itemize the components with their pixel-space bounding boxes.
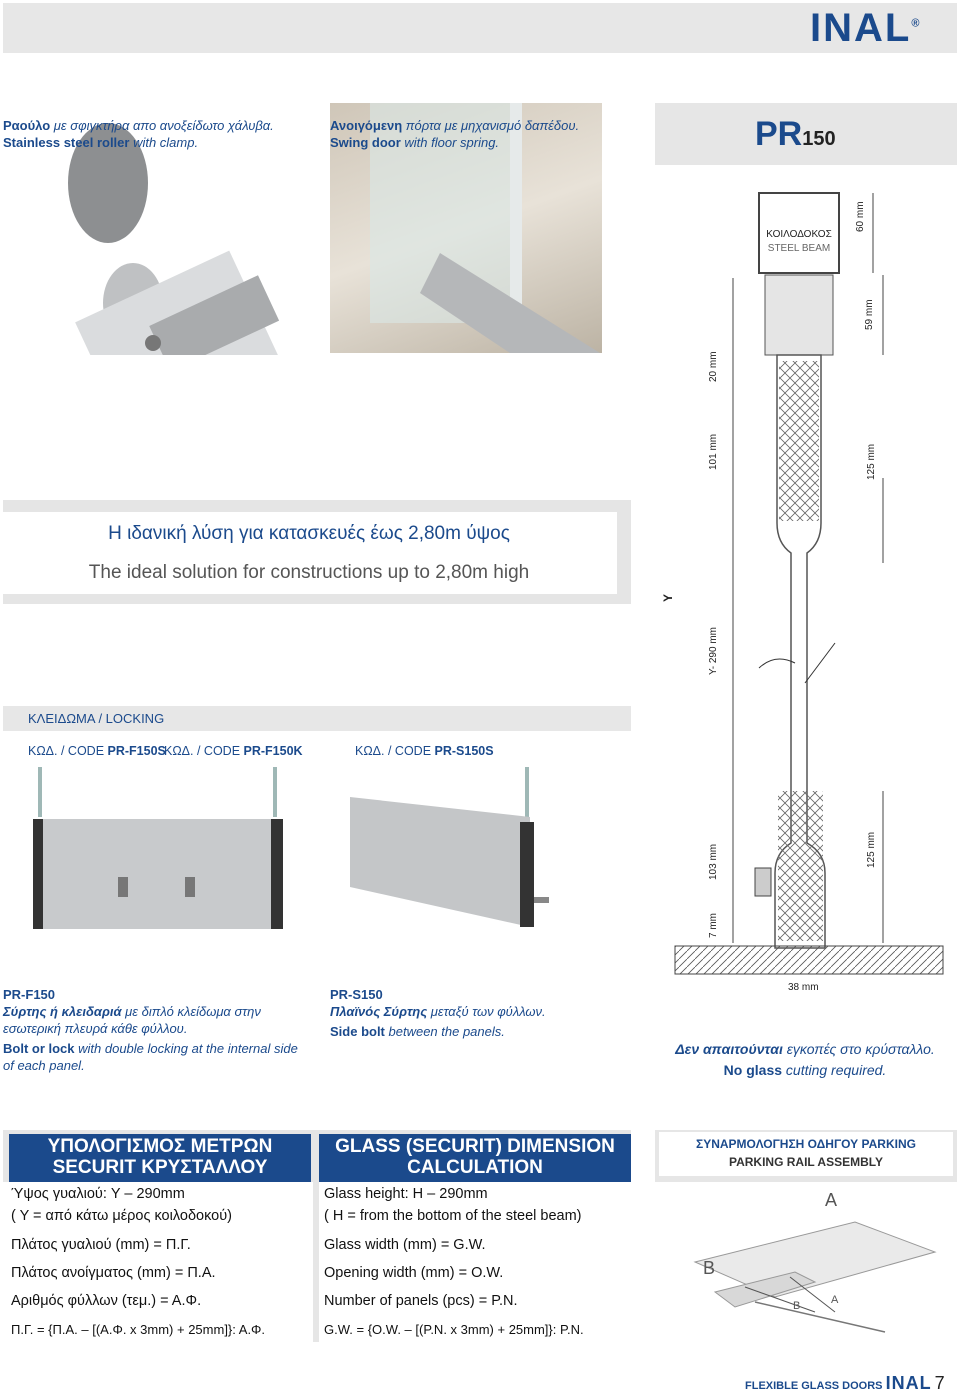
en-row-6: G.W. = {O.W. – [(P.N. x 3mm) + 25mm]}: P.N. (324, 1322, 584, 1337)
footer: FLEXIBLE GLASS DOORS INAL 7 (745, 1373, 945, 1393)
parking-label-a1: A (825, 1190, 838, 1210)
table-head-en: GLASS (SECURIT) DIMENSION CALCULATION (319, 1134, 631, 1184)
dim-y: Y (661, 593, 675, 602)
headline-box (3, 500, 631, 604)
parking-label-a2: A (831, 1294, 839, 1306)
en-row-5: Number of panels (pcs) = P.N. (324, 1293, 518, 1309)
dim-125a: 125 mm (866, 443, 877, 480)
headline-gr: Η ιδανική λύση για κατασκευές έως 2,80m ύψος (108, 523, 510, 544)
en-row-1: Glass height: H – 290mm (324, 1186, 488, 1202)
dim-101: 101 mm (708, 433, 719, 470)
gr-row-2: ( Y = από κάτω μέρος κοιλοδοκού) (11, 1208, 232, 1224)
gr-row-3: Πλάτος γυαλιού (mm) = Π.Γ. (11, 1237, 191, 1253)
dim-59: 59 mm (864, 299, 875, 330)
dim-103: 103 mm (708, 843, 719, 880)
footer-brand: INAL (885, 1373, 932, 1393)
code-2: ΚΩΔ. / CODE PR-F150K (164, 744, 303, 758)
dim-20: 20 mm (708, 351, 719, 382)
gr-row-5: Αριθμός φύλλων (τεμ.) = Α.Φ. (11, 1293, 202, 1309)
code-1: ΚΩΔ. / CODE PR-F150S (28, 744, 166, 758)
lock-photo-s150 (330, 767, 632, 972)
gr-row-6: Π.Γ. = {Π.Α. – [(Α.Φ. x 3mm) + 25mm]}: Α.Φ. (11, 1322, 266, 1337)
beam-label: ΚΟΙΛΟΔΟΚΟΣ STEEL BEAM (766, 229, 832, 254)
dim-y290: Y- 290 mm (708, 627, 719, 675)
product-code: PR150 (755, 115, 836, 153)
f150-caption: PR-F150 Σύρτης ή κλειδαριά με διπλό κλείδωμα στην εσωτερική πλευρά κάθε φύλλου. Bolt or lock with double locking at the internal side of each panel. (3, 987, 298, 1073)
gr-row-1: Ύψος γυαλιού: Y – 290mm (11, 1186, 185, 1202)
parking-label-b2: B (793, 1300, 801, 1312)
calc-table (3, 1130, 631, 1342)
parking-label-b1: B (703, 1258, 716, 1278)
code-3: ΚΩΔ. / CODE PR-S150S (355, 744, 494, 758)
table-head-gr: ΥΠΟΛΟΓΙΣΜΟΣ ΜΕΤΡΩΝ SECURIT ΚΡΥΣΤΑΛΛΟΥ (9, 1134, 311, 1184)
dim-38: 38 mm (788, 982, 819, 993)
headline-en: The ideal solution for constructions up to 2,80m high (88, 562, 530, 583)
gr-row-4: Πλάτος ανοίγματος (mm) = Π.Α. (11, 1265, 216, 1281)
lock-photo-f150 (3, 767, 315, 972)
dim-125b: 125 mm (866, 831, 877, 868)
parking-panel (655, 1130, 957, 1342)
en-row-4: Opening width (mm) = O.W. (324, 1265, 504, 1281)
noglass-caption: Δεν απαιτούνται εγκοπές στο κρύσταλλο. No glass cutting required. (675, 1041, 935, 1078)
locking-title: ΚΛΕΙΔΩΜΑ / LOCKING (28, 711, 165, 726)
dim-60: 60 mm (855, 201, 866, 232)
en-row-3: Glass width (mm) = G.W. (324, 1237, 486, 1253)
dim-7: 7 mm (708, 913, 719, 938)
door-caption: Ανοιγόμενη πόρτα με μηχανισμό δαπέδου. Swing door with floor spring. (330, 118, 580, 150)
brand-logo: INAL® (810, 6, 922, 50)
s150-caption: PR-S150 Πλαϊνός Σύρτης μεταξύ των φύλλων. Side bolt between the panels. (330, 987, 546, 1039)
parking-illustration (655, 1182, 957, 1342)
parking-title: ΣΥΝΑΡΜΟΛΟΓΗΣΗ ΟΔΗΓΟΥ PARKING PARKING RAIL ASSEMBLY (696, 1137, 916, 1169)
roller-caption: Ραούλο με σφιγκτήρα απο ανοξείδωτο χάλυβα. Stainless steel roller with clamp. (3, 118, 274, 150)
page-number: 7 (934, 1373, 945, 1393)
en-row-2: ( H = from the bottom of the steel beam) (324, 1208, 582, 1224)
